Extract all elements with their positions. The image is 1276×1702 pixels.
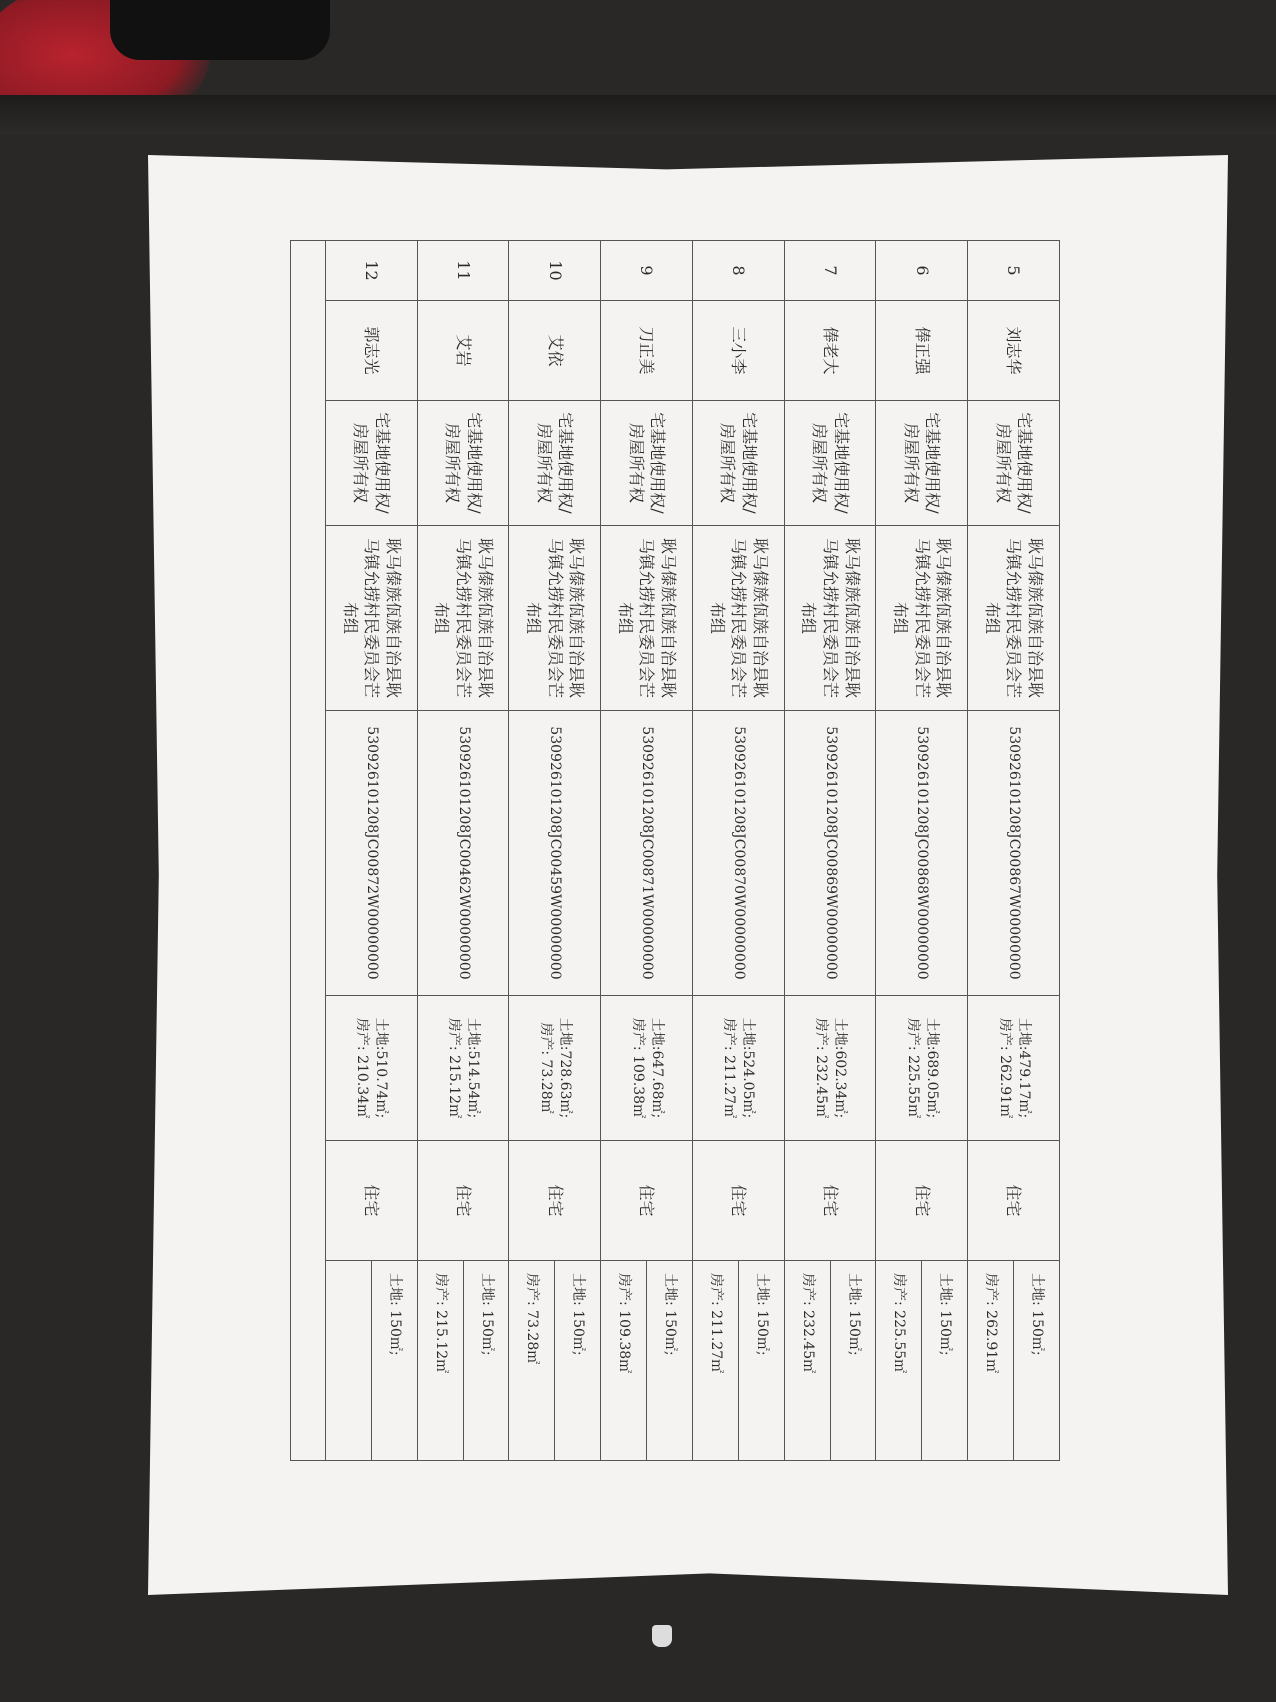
approved-land: 土地: 150㎡; bbox=[478, 1273, 495, 1356]
land-use: 住宅 bbox=[509, 1141, 601, 1261]
parcel-code: 530926101208JC00459W00000000 bbox=[509, 711, 601, 996]
area-cell bbox=[968, 996, 1060, 1141]
parcel-code: 530926101208JC00462W00000000 bbox=[417, 711, 509, 996]
area-cell bbox=[784, 996, 876, 1141]
parcel-code: 530926101208JC00867W00000000 bbox=[968, 711, 1060, 996]
row-number: 8 bbox=[693, 241, 785, 301]
right-type: 宅基地使用权/房屋所有权 bbox=[326, 401, 418, 526]
rotated-table-wrapper bbox=[290, 240, 1060, 1460]
owner-name: 俸老大 bbox=[784, 301, 876, 401]
area-house: 房产: 211.27㎡ bbox=[721, 1017, 738, 1119]
area-land: 土地:510.74㎡; bbox=[373, 1017, 390, 1119]
approved-house: 房产: 262.91㎡ bbox=[968, 1261, 1014, 1460]
approved-land: 土地: 150㎡; bbox=[845, 1273, 862, 1356]
parcel-code: 530926101208JC00869W00000000 bbox=[784, 711, 876, 996]
area-house: 房产: 73.28㎡ bbox=[537, 1022, 554, 1114]
clip-pin bbox=[652, 1625, 672, 1647]
approved-land: 土地: 150㎡; bbox=[386, 1273, 403, 1356]
area-land: 土地:514.54㎡; bbox=[465, 1017, 482, 1119]
approved-land: 土地: 150㎡; bbox=[570, 1273, 587, 1356]
table-row bbox=[968, 241, 1060, 1461]
approved-area-cell bbox=[876, 1261, 968, 1461]
land-use: 住宅 bbox=[693, 1141, 785, 1261]
area-cell bbox=[509, 996, 601, 1141]
area-cell bbox=[876, 996, 968, 1141]
parcel-code: 530926101208JC00868W00000000 bbox=[876, 711, 968, 996]
approved-area-cell bbox=[509, 1261, 601, 1461]
table-row bbox=[876, 241, 968, 1461]
row-number: 5 bbox=[968, 241, 1060, 301]
location: 耿马傣族佤族自治县耿马镇允捞村民委员会芒布组 bbox=[876, 526, 968, 711]
land-use: 住宅 bbox=[417, 1141, 509, 1261]
location: 耿马傣族佤族自治县耿马镇允捞村民委员会芒布组 bbox=[509, 526, 601, 711]
approved-land: 土地: 150㎡; bbox=[662, 1273, 679, 1356]
approved-house: 房产: 211.27㎡ bbox=[693, 1261, 739, 1460]
owner-name: 俸正强 bbox=[876, 301, 968, 401]
land-use: 住宅 bbox=[326, 1141, 418, 1261]
location: 耿马傣族佤族自治县耿马镇允捞村民委员会芒布组 bbox=[417, 526, 509, 711]
registration-table bbox=[290, 240, 1060, 1461]
right-type: 宅基地使用权/房屋所有权 bbox=[876, 401, 968, 526]
area-cell bbox=[601, 996, 693, 1141]
row-number: 9 bbox=[601, 241, 693, 301]
approved-area-cell bbox=[784, 1261, 876, 1461]
owner-name: 艾岩 bbox=[417, 301, 509, 401]
table-row bbox=[326, 241, 418, 1461]
table-row bbox=[784, 241, 876, 1461]
area-house: 房产: 225.55㎡ bbox=[904, 1017, 921, 1119]
right-type: 宅基地使用权/房屋所有权 bbox=[601, 401, 693, 526]
right-type: 宅基地使用权/房屋所有权 bbox=[417, 401, 509, 526]
approved-house: 房产: 225.55㎡ bbox=[877, 1261, 923, 1460]
right-type: 宅基地使用权/房屋所有权 bbox=[509, 401, 601, 526]
right-type: 宅基地使用权/房屋所有权 bbox=[968, 401, 1060, 526]
approved-land: 土地: 150㎡; bbox=[937, 1273, 954, 1356]
approved-area-cell bbox=[968, 1261, 1060, 1461]
land-use: 住宅 bbox=[784, 1141, 876, 1261]
row-number: 6 bbox=[876, 241, 968, 301]
land-use: 住宅 bbox=[601, 1141, 693, 1261]
approved-land: 土地: 150㎡; bbox=[753, 1273, 770, 1356]
approved-area-cell bbox=[417, 1261, 509, 1461]
location: 耿马傣族佤族自治县耿马镇允捞村民委员会芒布组 bbox=[693, 526, 785, 711]
area-land: 土地:524.05㎡; bbox=[740, 1017, 757, 1119]
location: 耿马傣族佤族自治县耿马镇允捞村民委员会芒布组 bbox=[601, 526, 693, 711]
right-type: 宅基地使用权/房屋所有权 bbox=[693, 401, 785, 526]
area-land: 土地:647.68㎡; bbox=[648, 1017, 665, 1119]
location: 耿马傣族佤族自治县耿马镇允捞村民委员会芒布组 bbox=[326, 526, 418, 711]
land-use: 住宅 bbox=[876, 1141, 968, 1261]
area-land: 土地:689.05㎡; bbox=[923, 1017, 940, 1119]
table-row bbox=[693, 241, 785, 1461]
right-type: 宅基地使用权/房屋所有权 bbox=[784, 401, 876, 526]
area-house: 房产: 232.45㎡ bbox=[813, 1017, 830, 1119]
land-use: 住宅 bbox=[968, 1141, 1060, 1261]
desk-edge bbox=[0, 95, 1276, 135]
area-house: 房产: 262.91㎡ bbox=[996, 1017, 1013, 1119]
table-row bbox=[417, 241, 509, 1461]
area-cell bbox=[417, 996, 509, 1141]
approved-house: 房产: 109.38㎡ bbox=[601, 1261, 647, 1460]
row-number: 11 bbox=[417, 241, 509, 301]
area-land: 土地:728.63㎡; bbox=[556, 1017, 573, 1119]
approved-area-cell bbox=[601, 1261, 693, 1461]
parcel-code: 530926101208JC00870W00000000 bbox=[693, 711, 785, 996]
black-object bbox=[110, 0, 330, 60]
area-house: 房产: 109.38㎡ bbox=[629, 1017, 646, 1119]
empty-row bbox=[291, 241, 326, 1461]
table-row bbox=[509, 241, 601, 1461]
approved-area-cell bbox=[326, 1261, 418, 1461]
area-land: 土地:479.17㎡; bbox=[1015, 1017, 1032, 1119]
owner-name: 艾依 bbox=[509, 301, 601, 401]
row-number: 7 bbox=[784, 241, 876, 301]
owner-name: 刀正美 bbox=[601, 301, 693, 401]
approved-house: 房产: 73.28㎡ bbox=[510, 1261, 556, 1460]
area-cell bbox=[326, 996, 418, 1141]
owner-name: 三小李 bbox=[693, 301, 785, 401]
owner-name: 刘志华 bbox=[968, 301, 1060, 401]
row-number: 12 bbox=[326, 241, 418, 301]
area-house: 房产: 210.34㎡ bbox=[354, 1017, 371, 1119]
location: 耿马傣族佤族自治县耿马镇允捞村民委员会芒布组 bbox=[784, 526, 876, 711]
approved-house: 房产: 232.45㎡ bbox=[785, 1261, 831, 1460]
approved-house bbox=[326, 1261, 372, 1460]
location: 耿马傣族佤族自治县耿马镇允捞村民委员会芒布组 bbox=[968, 526, 1060, 711]
area-cell bbox=[693, 996, 785, 1141]
area-land: 土地:602.34㎡; bbox=[832, 1017, 849, 1119]
approved-area-cell bbox=[693, 1261, 785, 1461]
owner-name: 郭志光 bbox=[326, 301, 418, 401]
area-house: 房产: 215.12㎡ bbox=[446, 1017, 463, 1119]
parcel-code: 530926101208JC00871W00000000 bbox=[601, 711, 693, 996]
approved-land: 土地: 150㎡; bbox=[1029, 1273, 1046, 1356]
approved-house: 房产: 215.12㎡ bbox=[418, 1261, 464, 1460]
table-row bbox=[601, 241, 693, 1461]
parcel-code: 530926101208JC00872W00000000 bbox=[326, 711, 418, 996]
row-number: 10 bbox=[509, 241, 601, 301]
